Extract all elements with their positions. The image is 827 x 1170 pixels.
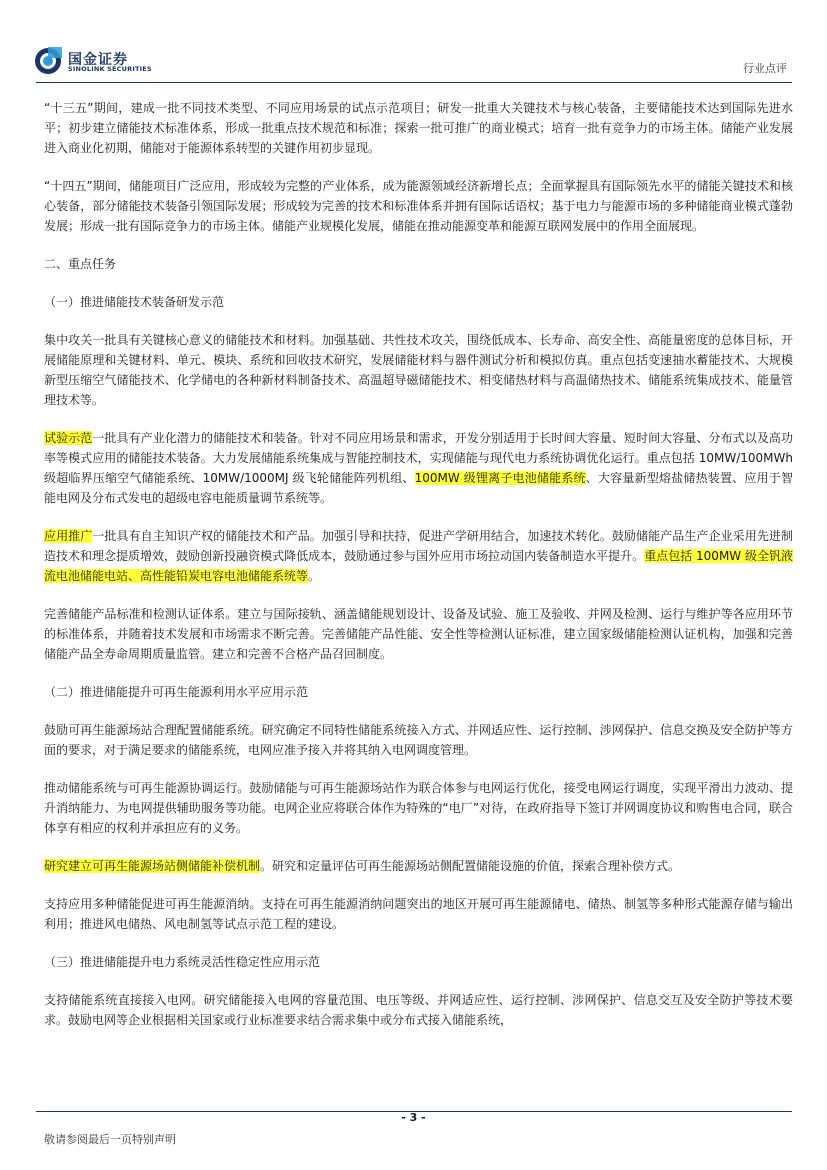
- disclaimer-note: 敬请参阅最后一页特别声明: [44, 1133, 176, 1146]
- text-segment: 。研究和定量评估可再生能源场站侧配置储能设施的价值，探索合理补偿方式。: [260, 859, 681, 873]
- highlighted-text: 100MW 级锂离子电池储能系统: [414, 471, 586, 485]
- paragraph: [44, 720, 793, 760]
- section-heading: [44, 952, 793, 972]
- text-segment: （二）推进储能提升可再生能源利用水平应用示范: [44, 685, 309, 699]
- highlighted-text: 应用推广: [44, 529, 93, 543]
- document-body: [44, 98, 793, 1048]
- text-segment: 一批具有自主知识产权的储能技术和产品。加强引导和扶持，促进产学研用结合，加速技术转化。鼓励储能产品生产企业采用先进制造技术和理念提质增效，鼓励创新投融资模式降低成本，鼓励通过参与国外应用市场拉动国内装备制造水平提升。: [44, 529, 793, 563]
- text-segment: （三）推进储能提升电力系统灵活性稳定性应用示范: [44, 955, 321, 969]
- section-heading: [44, 682, 793, 702]
- text-segment: （一）推进储能技术装备研发示范: [44, 295, 225, 309]
- report-type-label: 行业点评: [743, 62, 787, 75]
- logo-mark-icon: [34, 47, 62, 75]
- company-logo: [34, 47, 184, 77]
- highlighted-text: 研究建立可再生能源场站侧储能补偿机制: [44, 859, 261, 873]
- text-segment: 。: [308, 569, 321, 583]
- highlighted-text: 试验示范: [44, 431, 93, 445]
- text-segment: 推动储能系统与可再生能源协调运行。鼓励储能与可再生能源场站作为联合体参与电网运行优化，接受电网运行调度，实现平滑出力波动、提升消纳能力、为电网提供辅助服务等功能。电网企业应将联合体作为特殊的“电厂”对待，在政府指导下签订并网调度协议和购售电合同，联合体享有相应的权利并承担应有的义务。: [44, 781, 793, 835]
- text-segment: “十四五”期间，储能项目广泛应用，形成较为完整的产业体系，成为能源领域经济新增长点；全面掌握具有国际领先水平的储能关键技术和核心装备，部分储能技术装备引领国际发展；形成较为完善的技术和标准体系并拥有国际话语权；基于电力与能源市场的多种储能商业模式蓬勃发展；形成一批有国际竞争力的市场主体。储能产业规模化发展，储能在推动能源变革和能源互联网发展中的作用全面展现。: [44, 179, 793, 233]
- paragraph: [44, 98, 793, 158]
- text-segment: 鼓励可再生能源场站合理配置储能系统。研究确定不同特性储能系统接入方式、并网适应性、运行控制、涉网保护、信息交换及安全防护等方面的要求，对于满足要求的储能系统，电网应准予接入并将其纳入电网调度管理。: [44, 723, 793, 757]
- header-divider: [36, 82, 792, 83]
- paragraph: [44, 778, 793, 838]
- paragraph: [44, 176, 793, 236]
- section-heading: [44, 292, 793, 312]
- paragraph: [44, 604, 793, 664]
- paragraph: [44, 894, 793, 934]
- logo-text-en: SINOLINK SECURITIES: [68, 65, 152, 73]
- text-segment: 二、重点任务: [44, 257, 117, 271]
- page-header: [0, 0, 827, 86]
- text-segment: 支持储能系统直接接入电网。研究储能接入电网的容量范围、电压等级、并网适应性、运行控制、涉网保护、信息交互及安全防护等技术要求。鼓励电网等企业根据相关国家或行业标准要求结合需求集中或分布式接入储能系统，: [44, 993, 793, 1027]
- page-number: - 3 -: [401, 1111, 426, 1124]
- text-segment: 完善储能产品标准和检测认证体系。建立与国际接轨、涵盖储能规划设计、设备及试验、施工及验收、并网及检测、运行与维护等各应用环节的标准体系，并随着技术发展和市场需求不断完善。完善储能产品性能、安全性等检测认证标准，建立国家级储能检测认证机构，加强和完善储能产品全寿命周期质量监管。建立和完善不合格产品召回制度。: [44, 607, 793, 661]
- paragraph: [44, 990, 793, 1030]
- text-segment: 一批具有产业化潜力的储能技术和装备。针对不同应用场景和需求，开发分别适用于长时间大容量、短时间大容量、分布式以及高功率等模式应用的储能技术装备。大力发展储能系统集成与智能控制技术，实现储能与现代电力系统协调优化运行。重点包括 10MW/100MWh 级超临界压缩空气储能系统、10MW/1000MJ 级飞轮储能阵列机组、: [44, 431, 793, 485]
- paragraph: [44, 856, 793, 876]
- paragraph: [44, 428, 793, 508]
- paragraph: [44, 330, 793, 410]
- highlighted-text: 重点包括 100MW 级全钒液流电池储能电站、高性能铅炭电容电池储能系统等: [44, 549, 793, 583]
- text-segment: 支持应用多种储能促进可再生能源消纳。支持在可再生能源消纳问题突出的地区开展可再生能源储电、储热、制氢等多种形式能源存储与输出利用；推进风电储热、风电制氢等试点示范工程的建设。: [44, 897, 793, 931]
- text-segment: 、大容量新型熔盐储热装置、应用于智能电网及分布式发电的超级电容电能质量调节系统等。: [44, 471, 793, 505]
- section-heading: [44, 254, 793, 274]
- logo-text-cn: 国金证券: [68, 52, 128, 68]
- text-segment: 集中攻关一批具有关键核心意义的储能技术和材料。加强基础、共性技术攻关，围绕低成本、长寿命、高安全性、高能量密度的总体目标，开展储能原理和关键材料、单元、模块、系统和回收技术研究，发展储能材料与器件测试分析和模拟仿真。重点包括变速抽水蓄能技术、大规模新型压缩空气储能技术、化学储电的各种新材料制备技术、高温超导磁储能技术、相变储热材料与高温储热技术、储能系统集成技术、能量管理技术等。: [44, 333, 793, 407]
- text-segment: “十三五”期间，建成一批不同技术类型、不同应用场景的试点示范项目；研发一批重大关键技术与核心装备，主要储能技术达到国际先进水平；初步建立储能技术标准体系，形成一批重点技术规范和标准；探索一批可推广的商业模式；培育一批有竞争力的市场主体。储能产业发展进入商业化初期，储能对于能源体系转型的关键作用初步显现。: [44, 101, 793, 155]
- paragraph: [44, 526, 793, 586]
